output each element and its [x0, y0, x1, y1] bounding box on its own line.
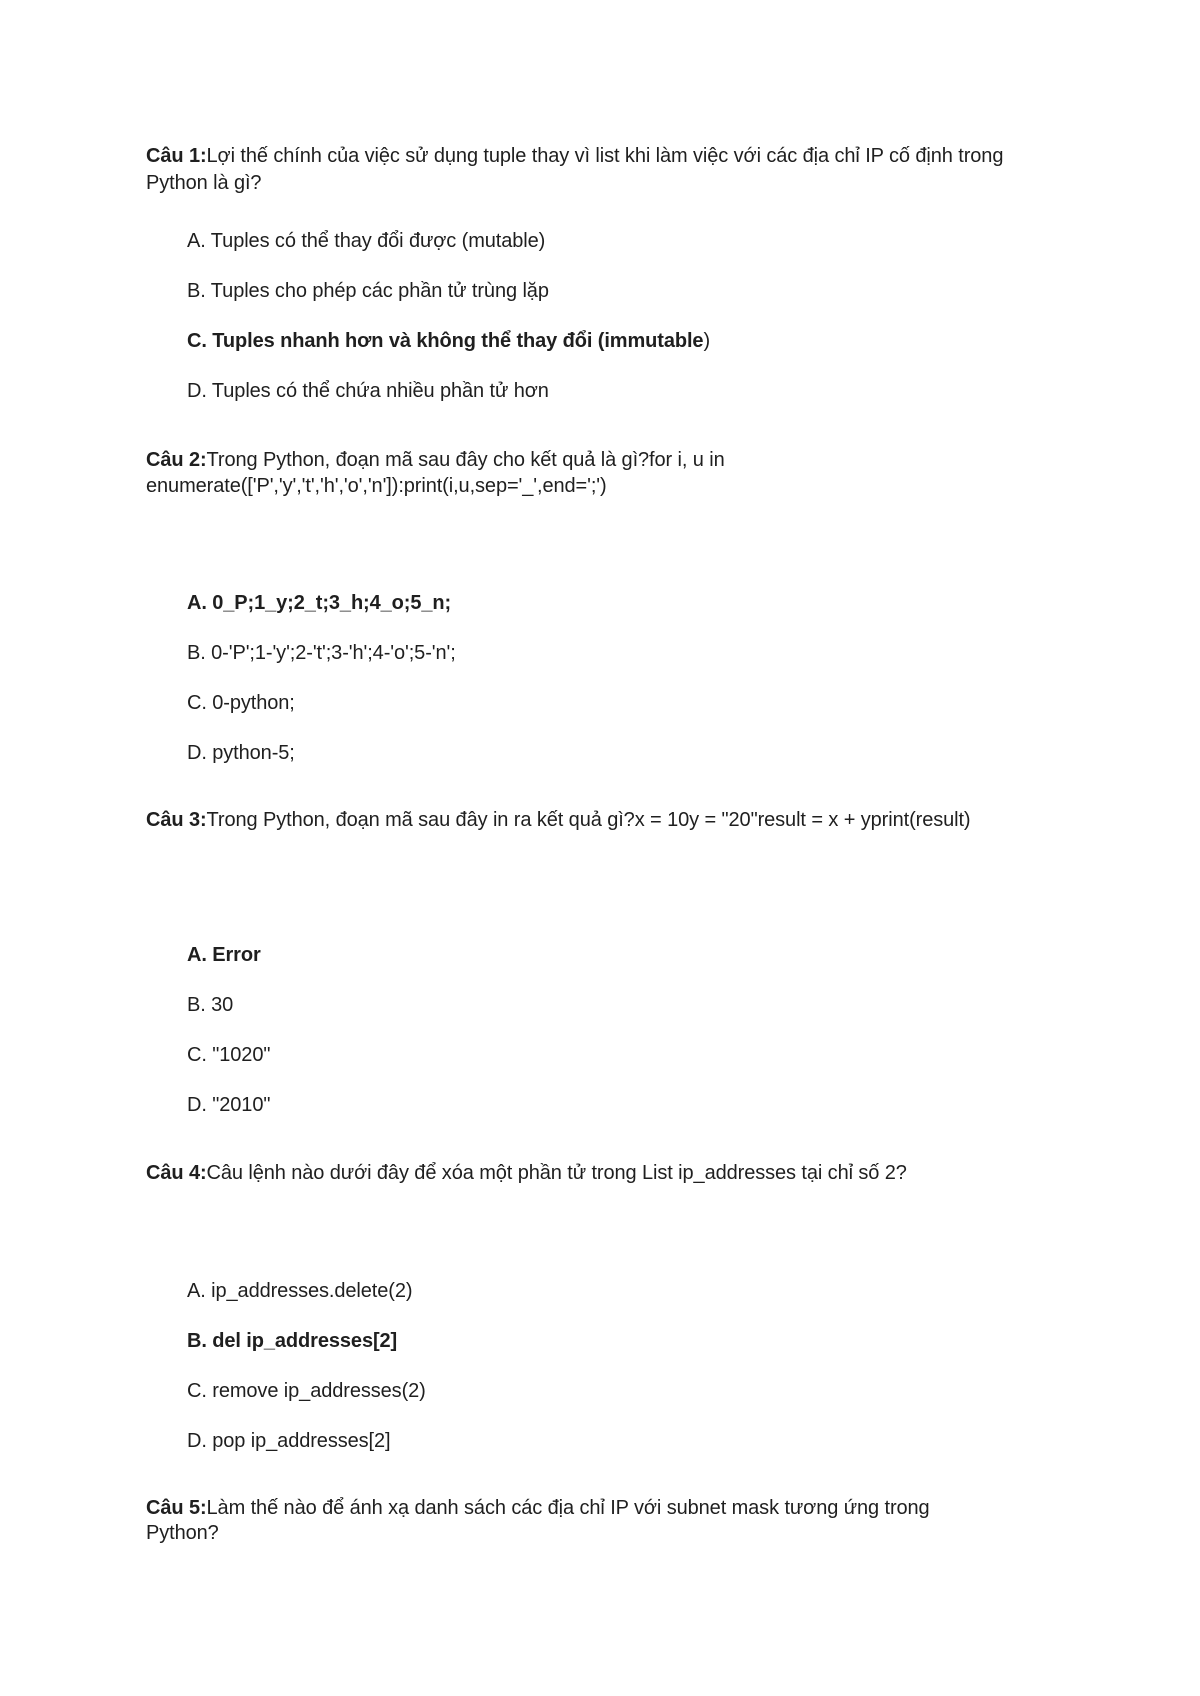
- question-4: [146, 1160, 1046, 1187]
- question-3: [146, 807, 1146, 834]
- option-1c-correct: [187, 328, 987, 354]
- option-4b-correct: B. del ip_addresses[2]: [187, 1330, 398, 1352]
- option-2c: C. 0-python;: [187, 692, 295, 714]
- question-text: Trong Python, đoạn mã sau đây in ra kết quả gì?x = 10y = "20"result = x + yprint(result): [206, 809, 971, 831]
- option-4a: A. ip_addresses.delete(2): [187, 1280, 413, 1302]
- option-2b: B. 0-'P';1-'y';2-'t';3-'h';4-'o';5-'n';: [187, 642, 456, 664]
- question-text: Làm thế nào để ánh xạ danh sách các địa chỉ IP với subnet mask tương ứng trong Python?: [146, 1497, 930, 1544]
- option-2a-correct: A. 0_P;1_y;2_t;3_h;4_o;5_n;: [187, 592, 452, 614]
- question-label: Câu 1:: [146, 145, 207, 167]
- option-3d: D. "2010": [187, 1094, 271, 1116]
- option-3a-correct: A. Error: [187, 944, 261, 966]
- question-label: Câu 3:: [146, 809, 207, 831]
- option-closing-paren: ): [703, 330, 711, 352]
- question-text: Lợi thế chính của việc sử dụng tuple thay vì list khi làm việc với các địa chỉ IP cố định trong Python là gì?: [146, 145, 1004, 194]
- question-label: Câu 4:: [146, 1162, 207, 1184]
- option-2d: D. python-5;: [187, 742, 295, 764]
- question-text: Trong Python, đoạn mã sau đây cho kết quả là gì?for i, u in enumerate(['P','y','t','h','o','n']):print(i,u,sep='_',end=';'): [146, 449, 725, 497]
- question-label: Câu 2:: [146, 449, 207, 471]
- option-1d: D. Tuples có thể chứa nhiều phần tử hơn: [187, 380, 549, 402]
- option-1a: A. Tuples có thể thay đổi được (mutable): [187, 230, 546, 252]
- question-label: Câu 5:: [146, 1497, 207, 1519]
- question-2: [146, 447, 806, 499]
- option-3b: B. 30: [187, 994, 234, 1016]
- question-1: [146, 143, 1046, 197]
- option-1b: B. Tuples cho phép các phần tử trùng lặp: [187, 280, 549, 302]
- question-5: [146, 1496, 1006, 1546]
- option-text: C. Tuples nhanh hơn và không thể thay đổi (immutable: [187, 330, 704, 352]
- question-text: Câu lệnh nào dưới đây để xóa một phần tử trong List ip_addresses tại chỉ số 2?: [206, 1162, 907, 1184]
- option-4c: C. remove ip_addresses(2): [187, 1380, 426, 1402]
- option-4d: D. pop ip_addresses[2]: [187, 1430, 391, 1452]
- option-3c: C. "1020": [187, 1044, 271, 1066]
